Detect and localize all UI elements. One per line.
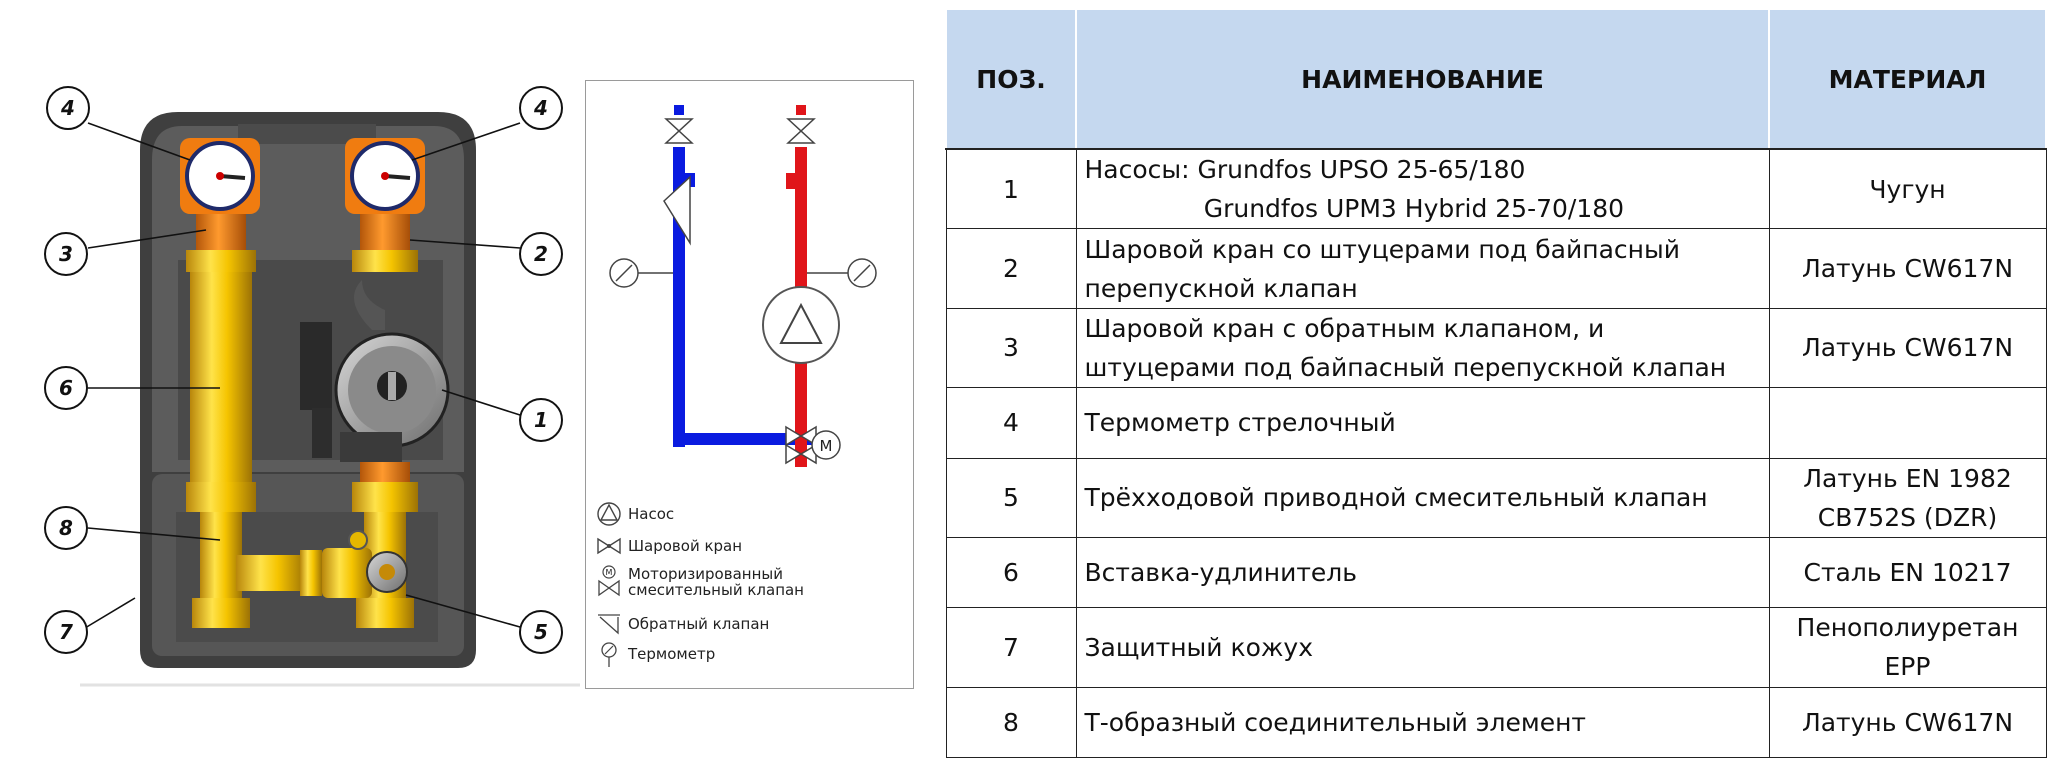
- thermometer-icon: [596, 641, 622, 667]
- header-name: НАИМЕНОВАНИЕ: [1076, 9, 1769, 149]
- cell-name: Вставка-удлинитель: [1076, 537, 1769, 607]
- table-row: [946, 149, 2046, 229]
- table-row: [946, 229, 2046, 308]
- legend-thermometer: Термометр: [596, 641, 715, 667]
- cell-material: Латунь EN 1982 CB752S (DZR): [1769, 458, 2046, 537]
- cell-material: Чугун: [1769, 149, 2046, 229]
- svg-text:M: M: [819, 437, 833, 455]
- ball-valve-icon: [596, 533, 622, 559]
- hydraulic-schematic: [586, 81, 913, 521]
- callout-1: [520, 399, 562, 441]
- cell-pos: 5: [946, 458, 1076, 537]
- schematic-panel: [585, 80, 914, 689]
- svg-text:8: 8: [59, 516, 73, 540]
- legend-motorized-valve: M Моторизированный смесительный клапан: [596, 565, 804, 599]
- cell-pos: 2: [946, 229, 1076, 308]
- cell-name: Насосы: Grundfos UPSO 25-65/180 Grundfos UPM3 Hybrid 25-70/180: [1076, 149, 1769, 229]
- cell-pos: 3: [946, 308, 1076, 387]
- svg-text:2: 2: [534, 242, 548, 266]
- header-material: МАТЕРИАЛ: [1769, 9, 2046, 149]
- cell-name: Трёхходовой приводной смесительный клапан: [1076, 458, 1769, 537]
- cell-pos: 1: [946, 149, 1076, 229]
- svg-text:6: 6: [59, 376, 73, 400]
- callout-2: [520, 233, 562, 275]
- table-row: [946, 308, 2046, 387]
- legend-ball-valve: Шаровой кран: [596, 533, 742, 559]
- callout-6: [45, 367, 87, 409]
- cell-material: [1769, 388, 2046, 458]
- table-row: [946, 608, 2046, 687]
- svg-text:4: 4: [61, 96, 75, 120]
- motorized-valve-icon: [596, 565, 622, 599]
- cell-pos: 6: [946, 537, 1076, 607]
- callout-4-left: [47, 87, 89, 129]
- table-row: [946, 458, 2046, 537]
- table-row: [946, 388, 2046, 458]
- svg-text:4: 4: [534, 96, 548, 120]
- cell-material: Латунь CW617N: [1769, 229, 2046, 308]
- callout-4-right: [520, 87, 562, 129]
- table-row: [946, 537, 2046, 607]
- cell-material: Сталь EN 10217: [1769, 537, 2046, 607]
- cell-name: Защитный кожух: [1076, 608, 1769, 687]
- cell-pos: 8: [946, 687, 1076, 757]
- cell-pos: 4: [946, 388, 1076, 458]
- callout-5: [520, 611, 562, 653]
- svg-text:1: 1: [534, 408, 548, 432]
- cell-name: Термометр стрелочный: [1076, 388, 1769, 458]
- callout-8: [45, 507, 87, 549]
- cell-material: Пенополиуретан EPP: [1769, 608, 2046, 687]
- cell-name: Шаровой кран со штуцерами под байпасный перепускной клапан: [1076, 229, 1769, 308]
- callout-7: [45, 611, 87, 653]
- check-valve-icon: [596, 611, 622, 637]
- svg-text:7: 7: [59, 620, 73, 644]
- svg-text:5: 5: [534, 620, 548, 644]
- table-header-row: [946, 9, 2046, 149]
- header-pos: ПОЗ.: [946, 9, 1076, 149]
- table-row: [946, 687, 2046, 757]
- svg-text:M: M: [605, 568, 613, 577]
- callout-3: [45, 233, 87, 275]
- cell-name: Т-образный соединительный элемент: [1076, 687, 1769, 757]
- cell-material: Латунь CW617N: [1769, 308, 2046, 387]
- svg-text:3: 3: [59, 242, 73, 266]
- cell-material: Латунь CW617N: [1769, 687, 2046, 757]
- parts-table: [945, 8, 2047, 758]
- cell-name: Шаровой кран с обратным клапаном, и штуцерами под байпасный перепускной клапан: [1076, 308, 1769, 387]
- pump-icon: [596, 501, 622, 527]
- cell-pos: 7: [946, 608, 1076, 687]
- legend-pump: Насос: [596, 501, 674, 527]
- legend-check-valve: Обратный клапан: [596, 611, 769, 637]
